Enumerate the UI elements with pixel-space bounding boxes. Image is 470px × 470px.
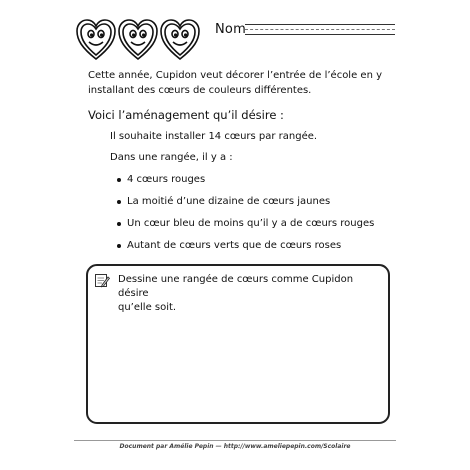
- drawing-area[interactable]: [86, 264, 390, 424]
- hearts-per-row-text: Il souhaite installer 14 cœurs par rangée.: [110, 131, 318, 142]
- bullet-icon: [117, 200, 121, 204]
- list-item: 4 cœurs rouges: [117, 173, 374, 195]
- bullet-icon: [117, 178, 121, 182]
- list-item: Un cœur bleu de moins qu’il y a de cœurs rouges: [117, 217, 374, 239]
- list-item: La moitié d’une dizaine de cœurs jaunes: [117, 195, 374, 217]
- footer-divider: [74, 440, 396, 441]
- intro-paragraph: [88, 68, 388, 98]
- footer-credit: Document par Amélie Pepin — http://www.ameliepepin.com/Scolaire: [119, 443, 351, 450]
- bullet-icon: [117, 222, 121, 226]
- intro-line: installant des cœurs de couleurs différentes.: [88, 85, 312, 96]
- subheading: Voici l’aménagement qu’il désire :: [88, 108, 284, 122]
- pencil-paper-icon: [94, 272, 110, 288]
- heart-color-list: [117, 173, 374, 261]
- bullet-icon: [117, 244, 121, 248]
- smiling-hearts-decoration: [76, 18, 200, 64]
- row-contents-text: Dans une rangée, il y a :: [110, 152, 233, 163]
- intro-line: Cette année, Cupidon veut décorer l’entrée de l’école en y: [88, 70, 383, 81]
- name-write-line[interactable]: [245, 24, 395, 39]
- list-item: Autant de cœurs verts que de cœurs roses: [117, 239, 374, 261]
- name-label: Nom: [215, 22, 246, 37]
- smiling-heart-icon: [76, 18, 200, 64]
- task-instruction: Dessine une rangée de cœurs comme Cupidon désire qu’elle soit.: [118, 274, 354, 313]
